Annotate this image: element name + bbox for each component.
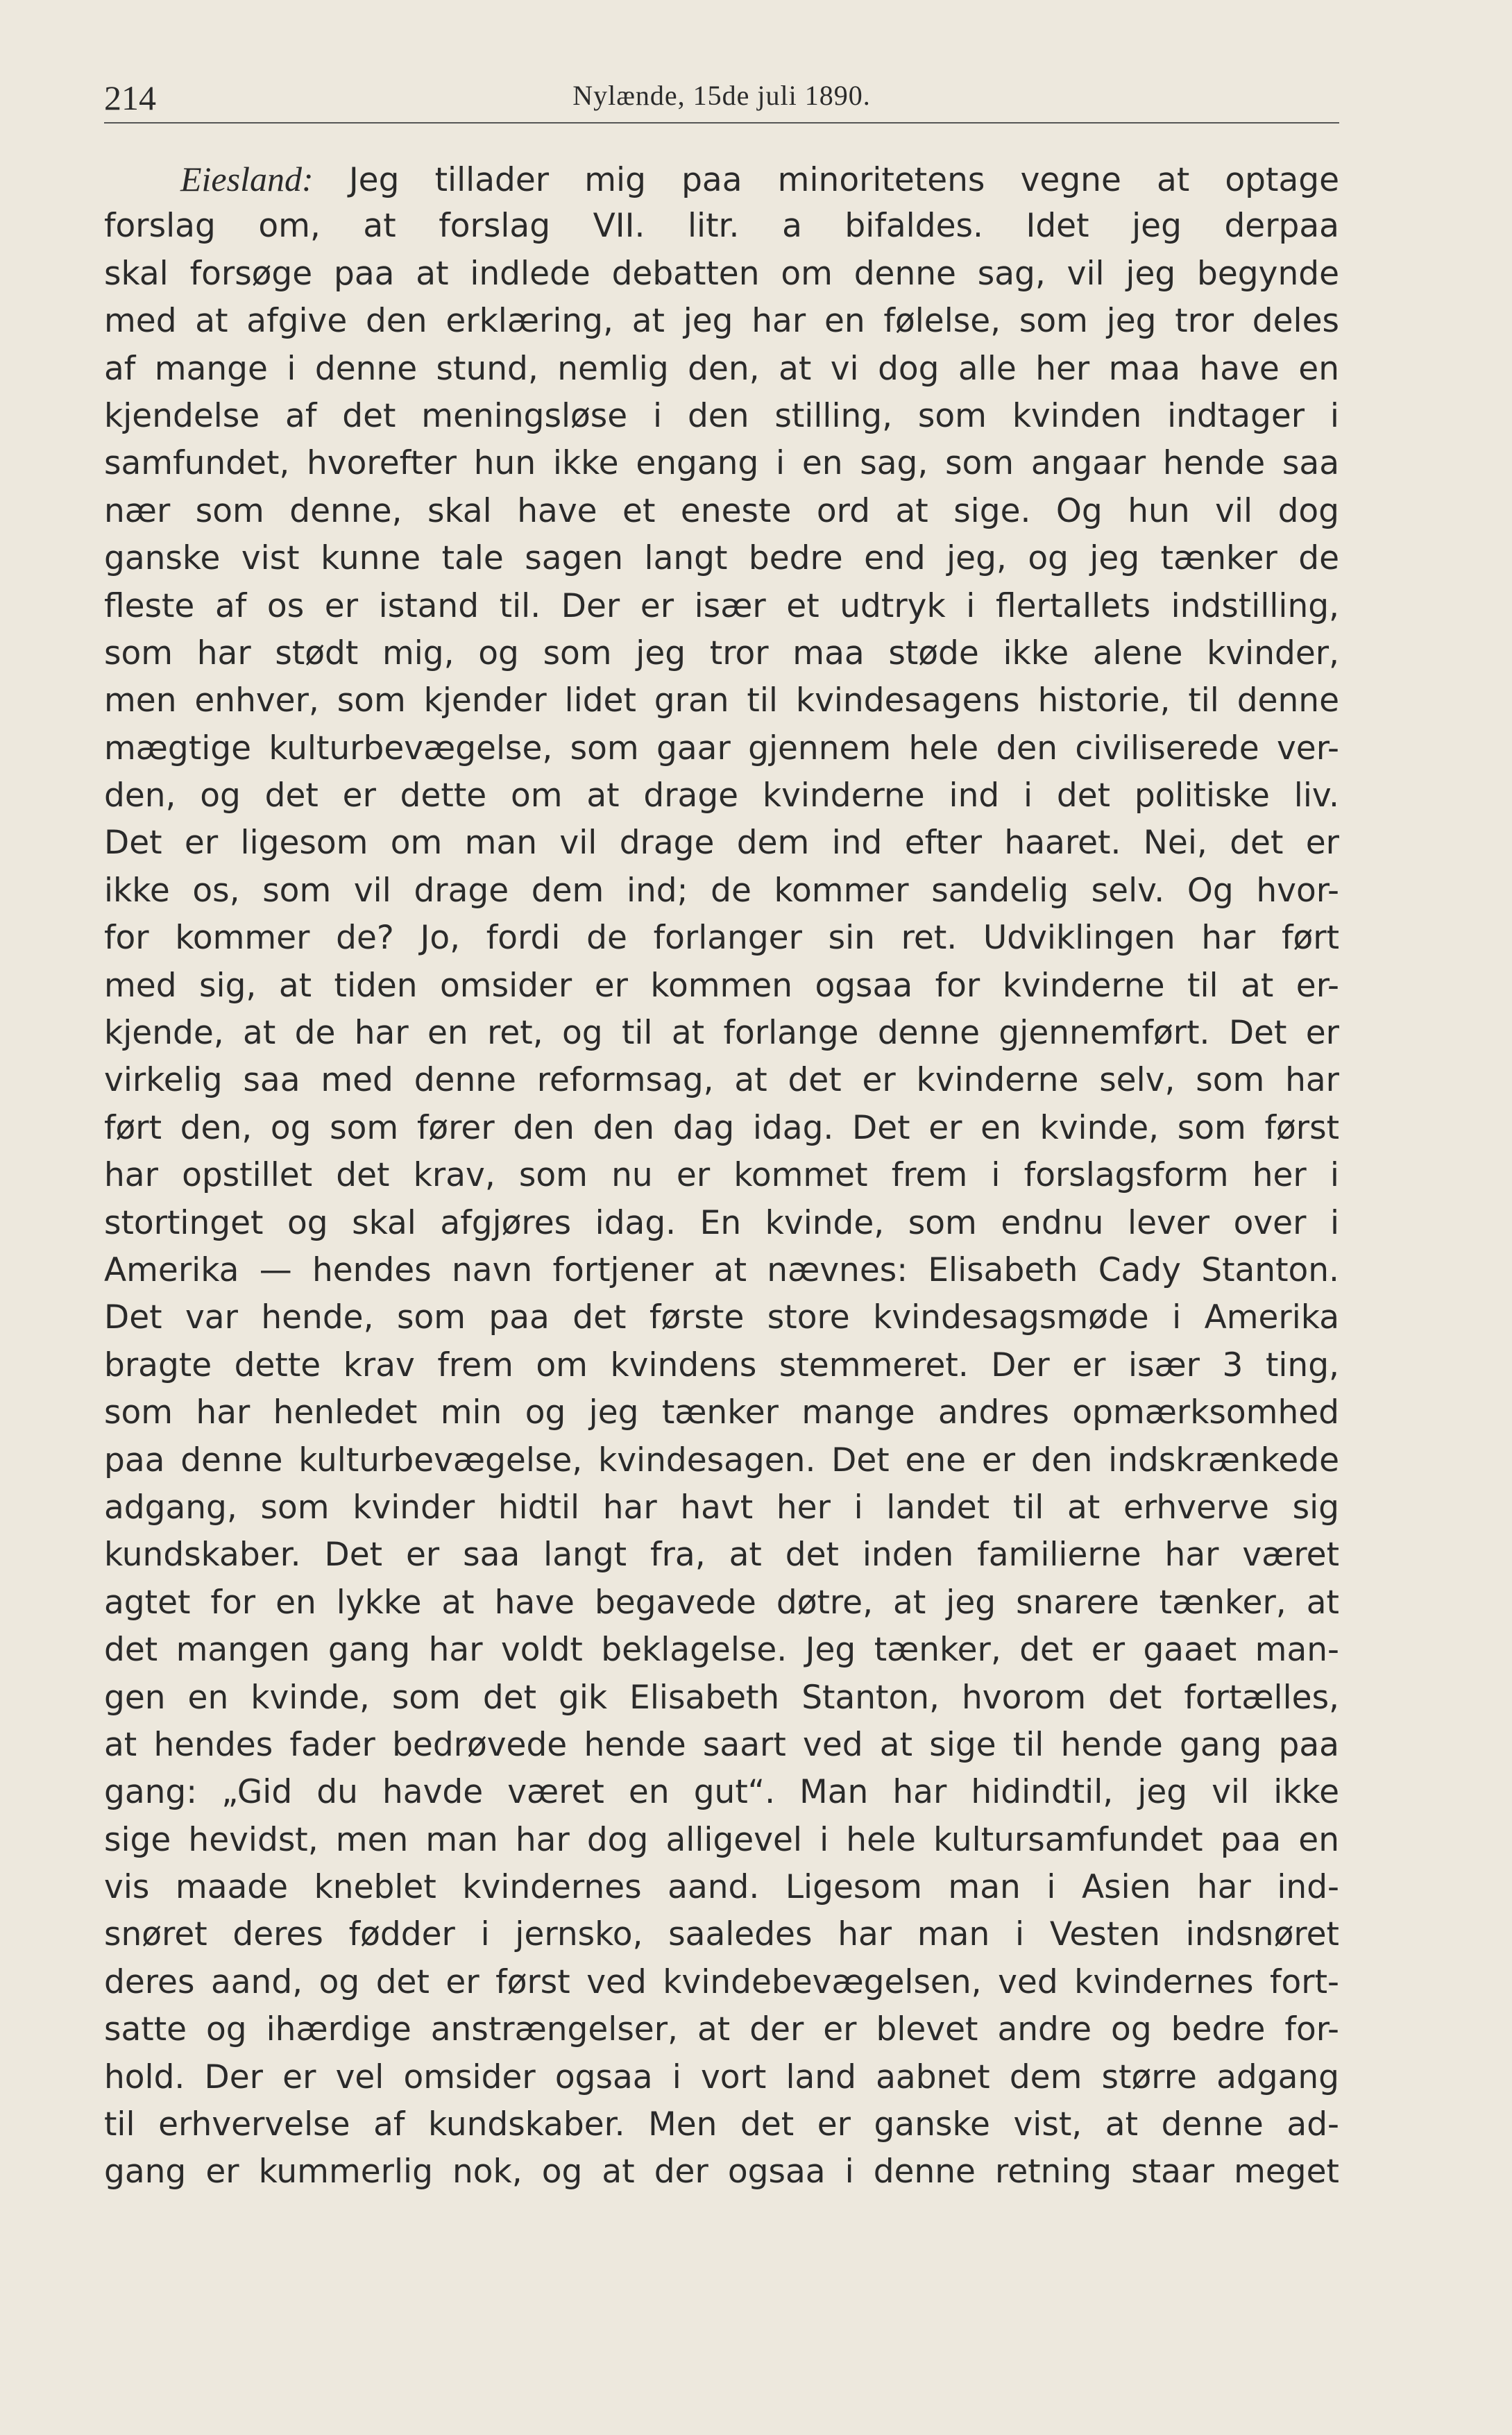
- text-line: til erhvervelse af kundskaber. Men det er ganske vist, at denne ad-: [104, 2105, 1339, 2144]
- text-line: den, og det er dette om at drage kvinderne ind i det politiske liv.: [104, 777, 1339, 815]
- text-line: som har henledet min og jeg tænker mange andres opmærksomhed: [104, 1393, 1339, 1432]
- text-line: stortinget og skal afgjøres idag. En kvinde, som endnu lever over i: [104, 1203, 1339, 1242]
- text-line: nær som denne, skal have et eneste ord at sige. Og hun vil dog: [104, 491, 1339, 530]
- text-line: som har stødt mig, og som jeg tror maa støde ikke alene kvinder,: [104, 634, 1339, 672]
- text-line: Amerika — hendes navn fortjener at nævnes: Elisabeth Cady Stanton.: [104, 1250, 1339, 1289]
- page-header: [104, 69, 1339, 125]
- text-line: med at afgive den erklæring, at jeg har en følelse, som jeg tror deles: [104, 302, 1339, 341]
- text-line: gang: „Gid du havde været en gut“. Man har hidindtil, jeg vil ikke: [104, 1773, 1339, 1812]
- text-line: kjende, at de har en ret, og til at forlange denne gjennemført. Det er: [104, 1014, 1339, 1053]
- text-line: ikke os, som vil drage dem ind; de kommer sandelig selv. Og hvor-: [104, 871, 1339, 910]
- text-line: deres aand, og det er først ved kvindebevægelsen, ved kvindernes fort-: [104, 1962, 1339, 2001]
- text-line: det mangen gang har voldt beklagelse. Jeg tænker, det er gaaet man-: [104, 1631, 1339, 1670]
- text-line: forslag om, at forslag VII. litr. a bifaldes. Idet jeg derpaa: [104, 207, 1339, 246]
- text-line: for kommer de? Jo, fordi de forlanger sin ret. Udviklingen har ført: [104, 919, 1339, 958]
- text-line: at hendes fader bedrøvede hende saart ved at sige til hende gang paa: [104, 1725, 1339, 1764]
- text-line: [104, 155, 1339, 203]
- text-line: gen en kvinde, som det gik Elisabeth Stanton, hvorom det fortælles,: [104, 1678, 1339, 1717]
- text-line: ganske vist kunne tale sagen langt bedre end jeg, og jeg tænker de: [104, 539, 1339, 578]
- text-line: kjendelse af det meningsløse i den stilling, som kvinden indtager i: [104, 396, 1339, 435]
- text-line: men enhver, som kjender lidet gran til kvindesagens historie, til denne: [104, 681, 1339, 720]
- body-text: [104, 155, 1339, 2196]
- text-line: fleste af os er istand til. Der er især et udtryk i flertallets indstilling,: [104, 586, 1339, 625]
- text-line: af mange i denne stund, nemlig den, at vi dog alle her maa have en: [104, 349, 1339, 388]
- header-rule: [104, 122, 1339, 124]
- text-line: med sig, at tiden omsider er kommen ogsaa for kvinderne til at er-: [104, 966, 1339, 1005]
- text-line: samfundet, hvorefter hun ikke engang i en sag, som angaar hende saa: [104, 444, 1339, 483]
- text-line: vis maade kneblet kvindernes aand. Ligesom man i Asien har ind-: [104, 1868, 1339, 1907]
- speaker-name: Eiesland:: [180, 160, 314, 198]
- text-line: skal forsøge paa at indlede debatten om denne sag, vil jeg begynde: [104, 254, 1339, 293]
- text-line: har opstillet det krav, som nu er kommet frem i forslagsform her i: [104, 1156, 1339, 1195]
- text-line: sige hevidst, men man har dog alligevel i hele kultursamfundet paa en: [104, 1820, 1339, 1859]
- text-line: Det var hende, som paa det første store kvindesagsmøde i Amerika: [104, 1298, 1339, 1337]
- text-line: adgang, som kvinder hidtil har havt her i landet til at erhverve sig: [104, 1488, 1339, 1527]
- text-line: paa denne kulturbevægelse, kvindesagen. Det ene er den indskrænkede: [104, 1441, 1339, 1479]
- page-number: 214: [104, 78, 156, 117]
- text-line: Det er ligesom om man vil drage dem ind efter haaret. Nei, det er: [104, 824, 1339, 863]
- text-line: virkelig saa med denne reformsag, at det er kvinderne selv, som har: [104, 1061, 1339, 1100]
- text-line: kundskaber. Det er saa langt fra, at det inden familierne har været: [104, 1536, 1339, 1575]
- text-line: satte og ihærdige anstrængelser, at der er blevet andre og bedre for-: [104, 2010, 1339, 2049]
- text-line: ført den, og som fører den den dag idag. Det er en kvinde, som først: [104, 1108, 1339, 1147]
- text-line: bragte dette krav frem om kvindens stemmeret. Der er især 3 ting,: [104, 1346, 1339, 1384]
- text-line: snøret deres fødder i jernsko, saaledes har man i Vesten indsnøret: [104, 1915, 1339, 1954]
- text-line: gang er kummerlig nok, og at der ogsaa i denne retning staar meget: [104, 2153, 1339, 2191]
- text-line: hold. Der er vel omsider ogsaa i vort land aabnet dem større adgang: [104, 2058, 1339, 2096]
- text-line-content: Jeg tillader mig paa minoritetens vegne at optage: [348, 161, 1339, 199]
- running-head: Nylænde, 15de juli 1890.: [572, 80, 871, 111]
- text-line: mægtige kulturbevægelse, som gaar gjennem hele den civiliserede ver-: [104, 729, 1339, 767]
- text-line: agtet for en lykke at have begavede døtre, at jeg snarere tænker, at: [104, 1583, 1339, 1622]
